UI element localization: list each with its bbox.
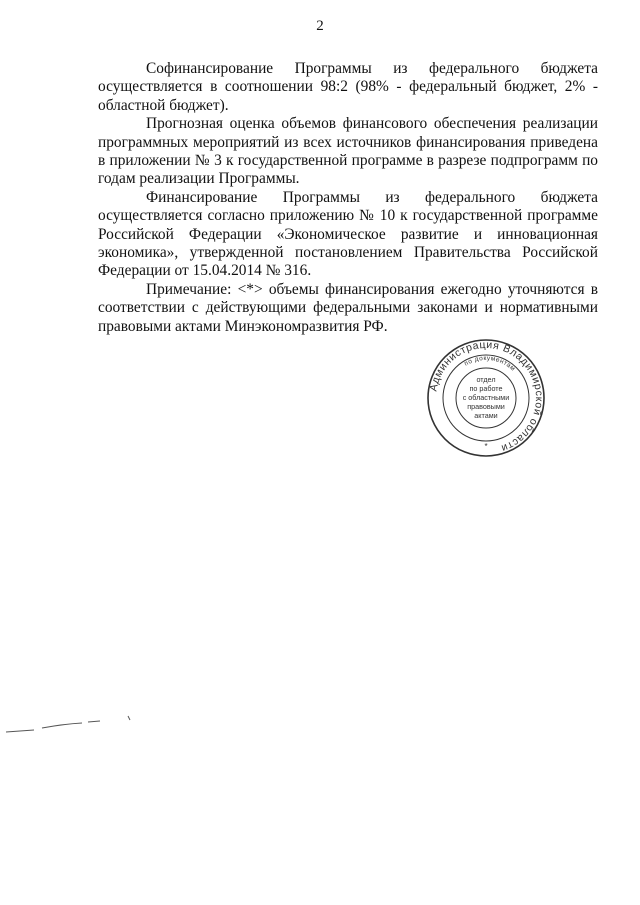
signature-stroke-3	[88, 721, 100, 722]
seal-outer-textpath: Администрация Владимирской области	[427, 338, 546, 455]
seal-center-line-3: с областными	[462, 393, 510, 402]
document-body	[98, 60, 598, 336]
paragraph-forecast: Прогнозная оценка объемов финансового обеспечения реализации программных мероприятий из всех источников финансирования приведена в приложении № 3 к государственной программе в разрезе подпрограмм по годам реализации Программы.	[98, 115, 598, 188]
seal-center-line-1: отдел	[476, 375, 496, 384]
seal-center-line-2: по работе	[469, 384, 503, 393]
signature-mark	[4, 712, 154, 736]
seal-center-line-5: актами	[474, 411, 498, 420]
signature-stroke-1	[6, 730, 34, 732]
paragraph-cofinancing: Софинансирование Программы из федерального бюджета осуществляется в соотношении 98:2 (98% - федеральный бюджет, 2% - областной бюджет).	[98, 60, 598, 114]
seal-inner-textpath: по документам	[463, 354, 517, 373]
signature-stroke-4	[128, 716, 130, 720]
seal-star-icon: *	[484, 442, 488, 451]
seal-center-line-4: правовыми	[467, 402, 505, 411]
signature-stroke-2	[42, 723, 82, 728]
paragraph-federal-financing: Финансирование Программы из федерального бюджета осуществляется согласно приложению № 10 к государственной программе Российской Федерации «Экономическое развитие и инновационная экономика», утвержденной постановлением Правительства Российской Федерации от 15.04.2014 № 316.	[98, 188, 598, 280]
official-seal	[426, 338, 546, 458]
page-number: 2	[316, 18, 324, 34]
paragraph-note: Примечание: <*> объемы финансирования ежегодно уточняются в соответствии с действующими федеральными законами и нормативными правовыми актами Минэкономразвития РФ.	[98, 280, 598, 335]
